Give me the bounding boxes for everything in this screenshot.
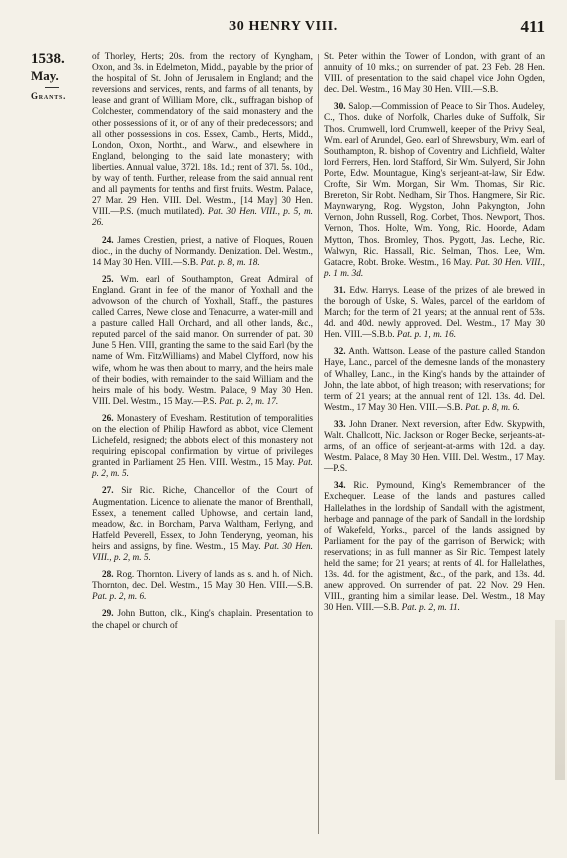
entry-citation: Pat. p. 2, m. 11. xyxy=(401,603,461,614)
margin-rule xyxy=(45,87,59,88)
entry-text: John Draner. Next reversion, after Edw. Skypwith, Walt. Challcott, Nic. Jackson or Roger Becke, serjeants-at-arms, of an office of serjeant-at-arms with 12d. a day. Westm. Palace, 8 May 30 Hen. VIII. Del. Westm., 17 May.—P.S. xyxy=(324,419,545,475)
entry-number: 25. xyxy=(102,274,114,285)
entry-citation: Pat. p. 2, m. 17. xyxy=(219,396,279,407)
left-column xyxy=(92,52,313,638)
entry-number: 32. xyxy=(334,347,346,358)
column-divider xyxy=(318,54,319,834)
entry-26 xyxy=(92,414,313,481)
entry-number: 27. xyxy=(102,486,114,497)
entry-32 xyxy=(324,347,545,414)
entry-text: John Button, clk., King's chaplain. Presentation to the chapel or church of xyxy=(92,609,314,631)
entry-30 xyxy=(324,102,545,280)
entry-number: 26. xyxy=(102,413,114,424)
entry-citation: Pat. 30 Hen. VIII., p. 5, m. 26. xyxy=(92,207,314,229)
entry-citation: Pat. p. 8, m. 18. xyxy=(200,257,260,268)
margin-year: 1538. xyxy=(31,51,65,67)
entry-29-continued xyxy=(324,52,545,96)
page-number: 411 xyxy=(520,17,545,36)
margin-month: May. xyxy=(31,68,59,83)
entry-text: of Thorley, Herts; 20s. from the rectory of Kyngham, Oxon, and 3s. in Edelmeton, Midd., payable by the prior of the hospital of St. John of Jerusalem in England; and the reversions and services, rents, and farms of all tenants, by lease and grant of William More, clk., suffragan bishop of Colchester, commendatory of the said monastery and the other possessions of it, or of any of their predecessors; and all other possessions in cos. Essex, Camb., Herts, Midd., London, Oxon, Northt., and Warw., and elsewhere in England, belonging to the said late monastery; with liberties. Annual value, 372l. 18s. 1d.; rent of 37l. 5s. 10d., by way of tenth. Further, release from the said annual rent and all payments for tenths and first fruits. Westm. Palace, 27 Mar. 29 Hen. VIII. Del. Westm., [14 May] 30 Hen. VIII.—P.S. (much mutilated). xyxy=(92,52,313,218)
entry-29 xyxy=(92,609,313,631)
entry-number: 29. xyxy=(102,609,114,620)
page-header xyxy=(0,17,567,37)
entry-28 xyxy=(92,570,313,603)
entry-number: 31. xyxy=(334,285,346,296)
entry-citation: Pat. p. 8, m. 6. xyxy=(465,402,520,413)
entry-25 xyxy=(92,275,313,408)
entry-text: Wm. earl of Southampton, Great Admiral of England. Grant in fee of the manor of Yoxhall and the advowson of the church of Yoxhall, Staff., the pastures called Carres, Newe close and Tenacurre, a water-mill and a pasture called Hall Orchard, and all other lands, &c., reputed parcel of the said manor. On surrender of pat. 30 June 5 Hen. VIII, granting the same to the said Earl (by the name of Wm. FitzWilliams) and Mabel Clyfford, now his wife, whom he was then about to marry, and the heirs male of their bodies, with remainder to the said William and the heirs male of his body. Westm. Palace, 9 May 30 Hen. VIII. Del. Westm., 15 May.—P.S. xyxy=(92,274,313,407)
entry-text: Monastery of Evesham. Restitution of temporalities on the election of Philip Hawford as abbot, vice Clement Lichefeld, resigned; the abbots elect of this monastery not requiring episcopal confirmation by virtue of privileges granted in Parliament 25 Hen. VIII. Westm., 15 May. xyxy=(92,413,313,469)
entry-text: Salop.—Commission of Peace to Sir Thos. Audeley, C., Thos. duke of Norfolk, Charles duke of Suffolk, Sir Thos. Crumwell, lord Crumwell, keeper of the Privy Seal, Wm. earl of Arundel, Geo. earl of Shrewsbury, Wm. earl of Southampton, R. bishop of Coventry and Lichfield, Walter lord Ferrers, Hen. lord Stafford, Sir Wm. Sulyerd, Sir John Porte, Edw. Mountague, King's serjeant-at-law, Sir Edw. Crofte, Sir Wm. Morgan, Sir Wm. Thomas, Sir Ric. Brereton, Sir Robt. Nedham, Sir Thos. Hangmere, Sir Ric. Maynwaryng, Rog. Wygston, John Pakyngton, John Vernon, John Russell, Rog. Corbet, Thos. Newport, Thos. Vernon, Thos. Holte, Wm. Yong, Ric. Hoorde, Adam Mytton, Thos. Bromley, Thos. Pygott, Jas. Leche, Ric. Walwyn, Ric. Hassall, Ric. Selman, Thos. Lee, Wm. Gatacre, Robt. Broke. Westm., 16 May. xyxy=(324,102,545,268)
entry-citation: Pat. p. 1, m. 16. xyxy=(396,330,457,341)
library-stamp-edge xyxy=(555,620,565,780)
entry-text: St. Peter within the Tower of London, with grant of an annuity of 10 mks.; on surrender of pat. 23 Feb. 28 Hen. VIII. of presentation to the said chapel vice John Ogden, dec. Del. Westm., 16 May 30 Hen. VIII.—S.B. xyxy=(324,52,545,96)
entry-number: 24. xyxy=(102,235,114,246)
margin-section: Grants. xyxy=(31,91,67,101)
margin-notes xyxy=(31,50,93,101)
entry-33 xyxy=(324,420,545,475)
entry-citation: Pat. 30 Hen. VIII., p. 2, m. 5. xyxy=(92,541,314,564)
entry-31 xyxy=(324,286,545,341)
entry-24 xyxy=(92,236,313,269)
entry-23-continued xyxy=(92,52,313,230)
entry-text: Anth. Wattson. Lease of the pasture called Standon Haye, Lanc., parcel of the demesne lands of the monastery of Whalley, Lanc., in the King's hands by the attainder of John, the late abbot, of high treason; with reservations; for term of 21 years; at the annual rent of 12l. 13s. 4d. Del. Westm., 17 May 30 Hen. VIII.—S.B. xyxy=(324,347,546,413)
entry-citation: Pat. p. 2, m. 6. xyxy=(92,592,147,603)
right-column xyxy=(324,52,545,621)
entry-citation: Pat. p. 2, m. 5. xyxy=(92,458,313,480)
running-title: 30 HENRY VIII. xyxy=(229,19,338,34)
entry-text: Sir Ric. Riche, Chancellor of the Court of Augmentation. Licence to alienate the manor of Brenthall, Essex, a tenement called Uphowse, and certain land, meadow, &c. in Borcham, Parva Waltham, Ferlyng, and Hatfeld Peverell, Essex, to John Tenderyng, yeoman, his heirs and assigns, by fine. Westm., 15 May. xyxy=(92,486,313,552)
entry-number: 34. xyxy=(334,481,346,492)
entry-34 xyxy=(324,481,545,614)
entry-text: James Crestien, priest, a native of Floques, Rouen dioc., in the duchy of Normandy. Denization. Del. Westm., 14 May 30 Hen. VIII.—S.B. xyxy=(92,235,313,268)
entry-number: 28. xyxy=(102,570,114,581)
entry-27 xyxy=(92,486,313,564)
entry-text: Edw. Harrys. Lease of the prizes of ale brewed in the borough of Uske, S. Wales, parcel of the earldom of March; for the term of 21 years; at the annual rent of 53s. 4d. and 40d. newly approved. Del. Westm., 17 May 30 Hen. VIII.—S.B.b. xyxy=(324,285,545,341)
entry-citation: Pat. 30 Hen. VIII., p. 1 m. 3d. xyxy=(324,257,546,279)
entry-text: Rog. Thornton. Livery of lands as s. and h. of Nich. Thornton, dec. Del. Westm., 15 May 30 Hen. VIII.—S.B. xyxy=(92,570,313,592)
entry-number: 33. xyxy=(334,419,346,430)
entry-number: 30. xyxy=(334,102,346,113)
entry-text: Ric. Pymound, King's Remembrancer of the Exchequer. Lease of the lands and pastures called Hallelathes in the lordship of Sandall with the agistment, herbage and pannage of the park of Sandall in the lordship of Wakefeld, Yorks., parcel of the lands assigned by Parliament for the pay of the garrison of Berwick; with reservations; in as full manner as Sir Ric. Tempest lately held the same; for 21 years; at rents of 4l. for Hallelathes, 13s. 4d. for the agistment, &c., of the park, and 13s. 4d. anew approved. On surrender of pat. 22 Nov. 29 Hen. VIII., granting him a similar lease. Del. Westm., 18 May 30 Hen. VIII.—S.B. xyxy=(324,481,545,614)
